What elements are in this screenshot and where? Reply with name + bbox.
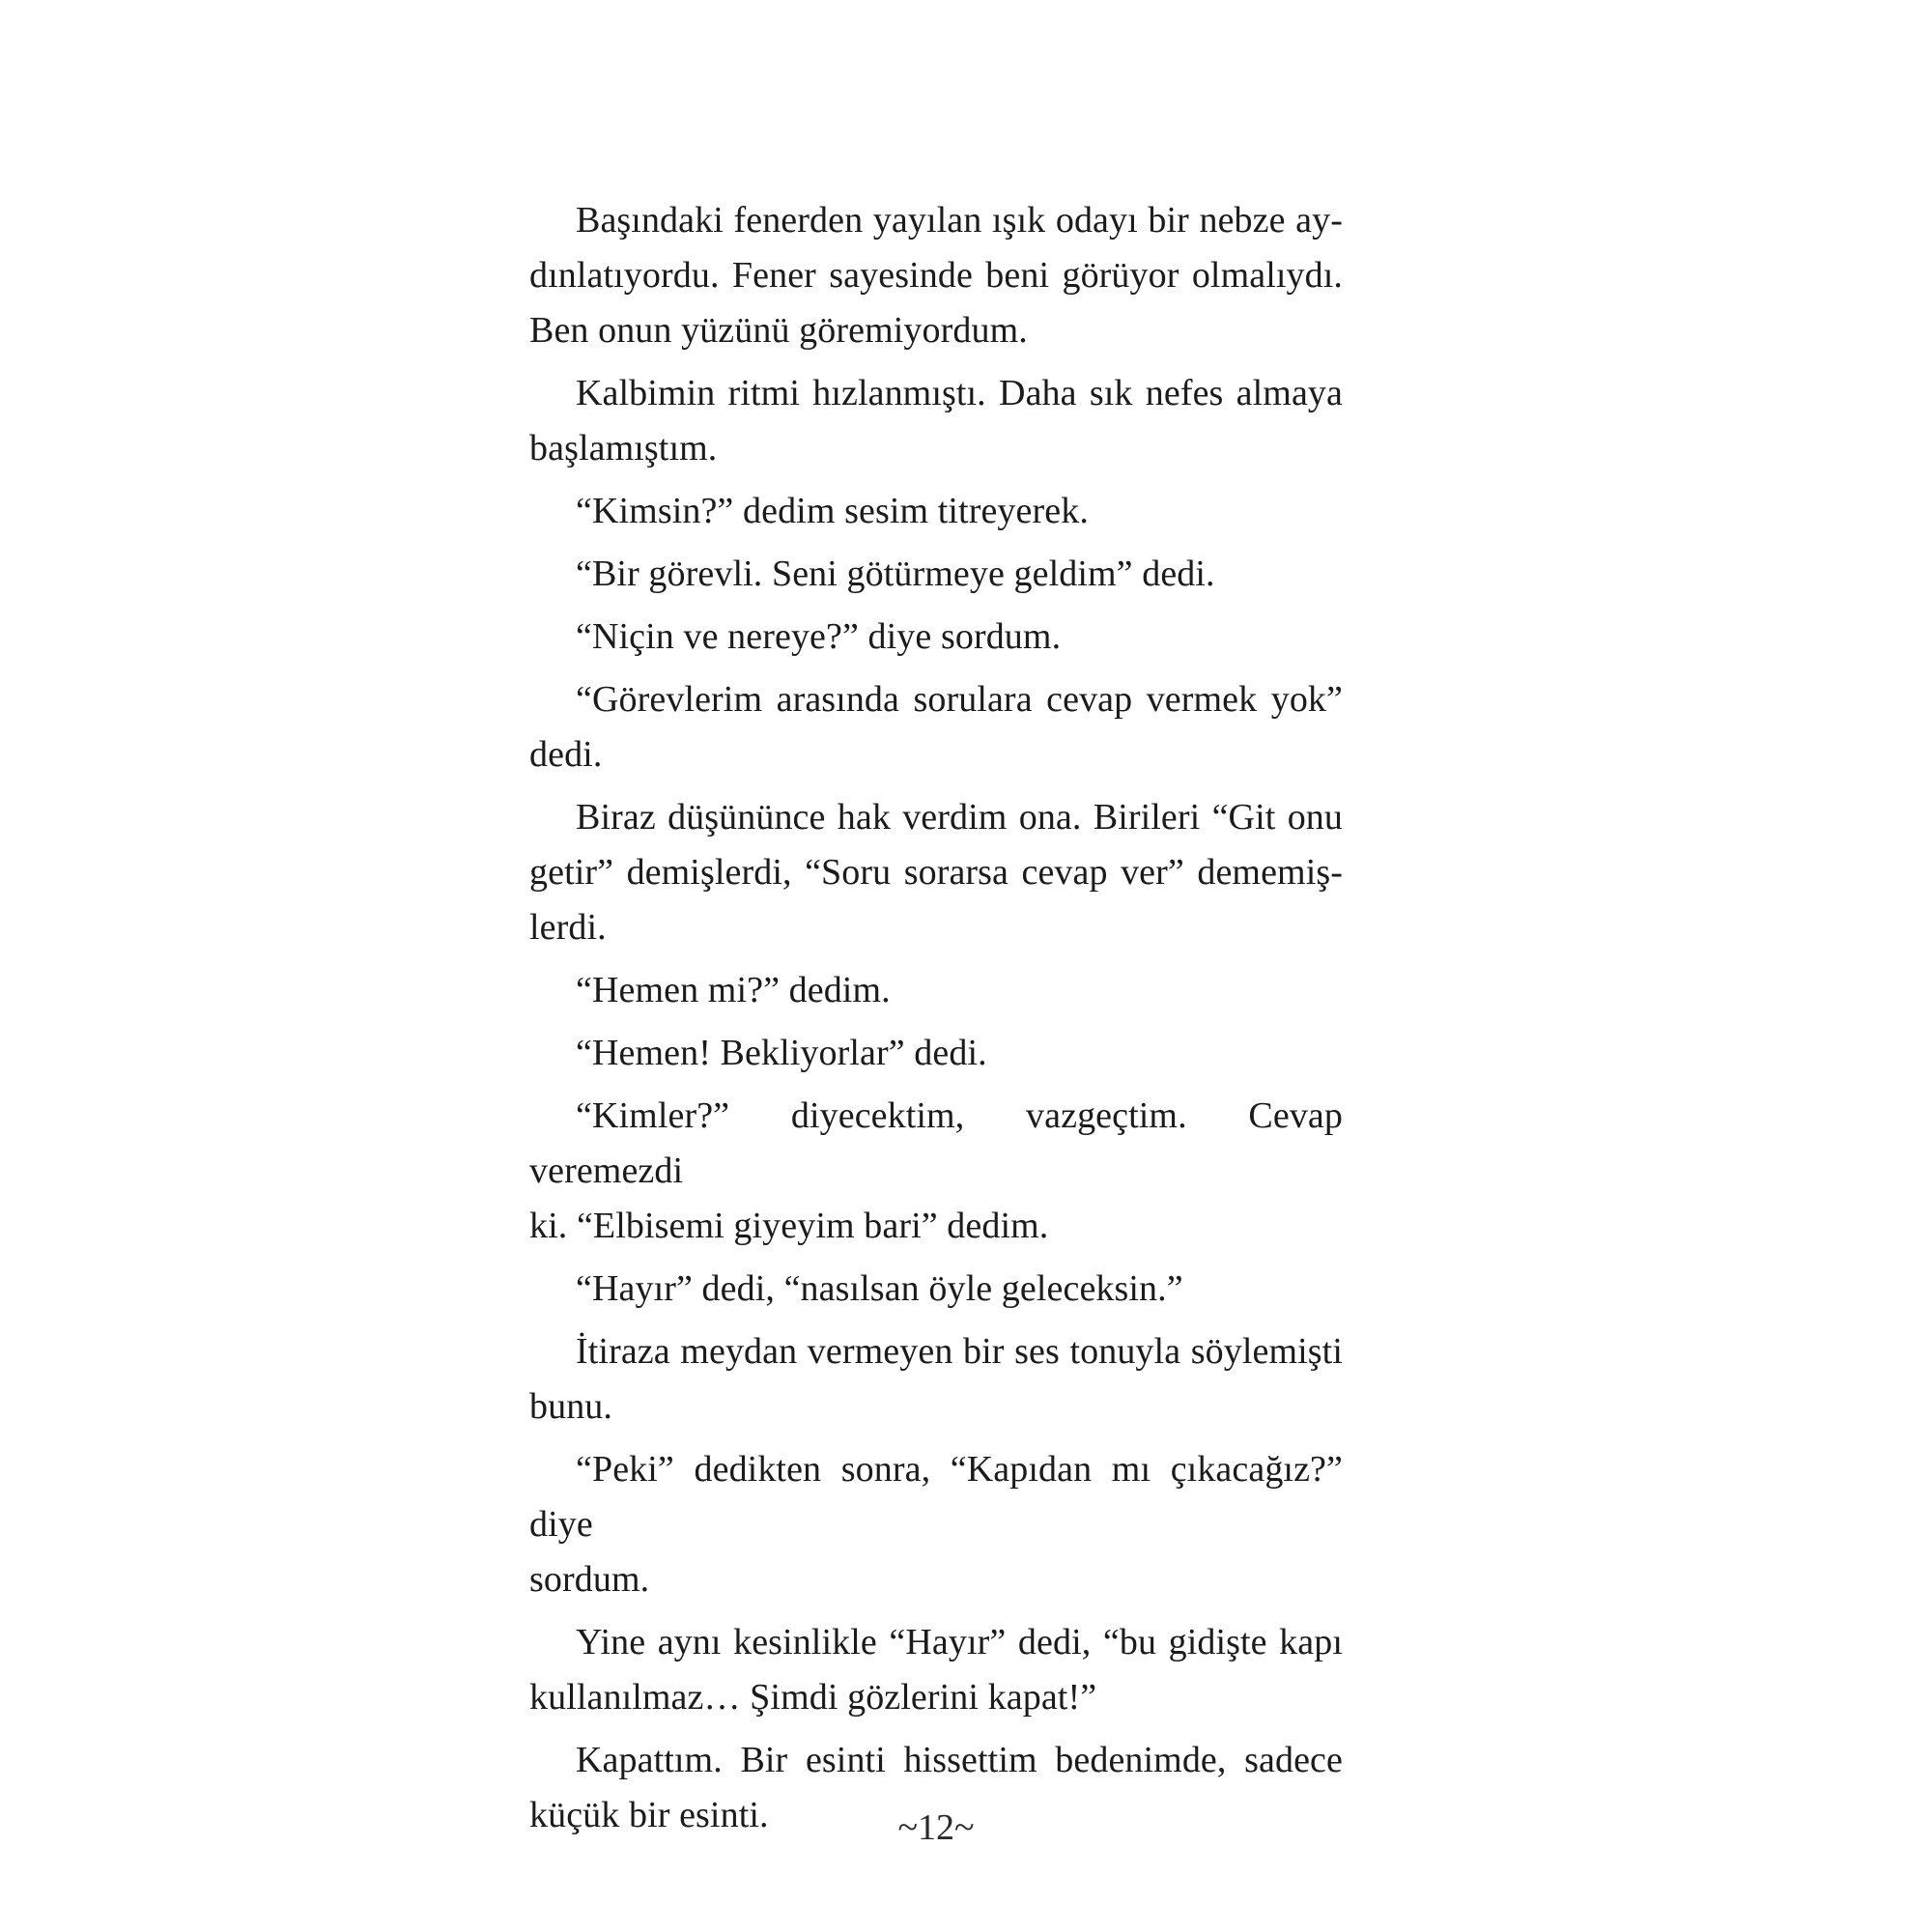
text-line: “Kimsin?” dedim sesim titreyerek. — [576, 491, 1089, 531]
text-line: Yine aynı kesinlikle “Hayır” dedi, “bu gidişte kapı — [576, 1622, 1343, 1662]
text-line: dedi. — [529, 734, 603, 775]
text-line: “Peki” dedikten sonra, “Kapıdan mı çıkacağız?” diye — [529, 1449, 1343, 1545]
text-line: “Hayır” dedi, “nasılsan öyle geleceksin.” — [576, 1268, 1183, 1309]
text-line: “Niçin ve nereye?” diye sordum. — [576, 616, 1062, 657]
paragraph — [529, 1026, 1343, 1081]
text-line: İtiraza meydan vermeyen bir ses tonuyla söylemişti — [576, 1331, 1343, 1372]
text-line: küçük bir esinti. — [529, 1795, 769, 1835]
text-line: kullanılmaz… Şimdi gözlerini kapat!” — [529, 1677, 1097, 1718]
text-line: “Kimler?” diyecektim, vazgeçtim. Cevap veremezdi — [529, 1095, 1343, 1191]
text-line: Kapattım. Bir esinti hissettim bedenimde, sadece — [576, 1740, 1343, 1780]
text-line: “Hemen! Bekliyorlar” dedi. — [576, 1033, 987, 1073]
paragraph — [529, 484, 1343, 539]
text-line: bunu. — [529, 1386, 612, 1427]
paragraph — [529, 193, 1343, 358]
text-line: Başındaki fenerden yayılan ışık odayı bir nebze ay- — [576, 200, 1343, 241]
paragraph — [529, 963, 1343, 1018]
text-block — [529, 193, 1343, 1851]
text-line: sordum. — [529, 1559, 650, 1600]
text-line: lerdi. — [529, 907, 607, 948]
text-line: ki. “Elbisemi giyeyim bari” dedim. — [529, 1206, 1049, 1246]
paragraph — [529, 790, 1343, 955]
text-line: başlamıştım. — [529, 428, 718, 469]
paragraph — [529, 1262, 1343, 1317]
paragraph — [529, 610, 1343, 665]
text-line: Ben onun yüzünü göremiyordum. — [529, 310, 1028, 351]
page-number: ~12~ — [897, 1807, 975, 1848]
text-line: dınlatıyordu. Fener sayesinde beni görüyor olmalıydı. — [529, 255, 1343, 296]
text-line: “Bir görevli. Seni götürmeye geldim” dedi. — [576, 554, 1215, 594]
text-line: “Görevlerim arasında sorulara cevap vermek yok” — [576, 679, 1343, 720]
paragraph — [529, 366, 1343, 476]
paragraph — [529, 672, 1343, 782]
text-line: getir” demişlerdi, “Soru sorarsa cevap ver” dememiş- — [529, 852, 1343, 893]
paragraph — [529, 1442, 1343, 1607]
paragraph — [529, 547, 1343, 602]
text-line: “Hemen mi?” dedim. — [576, 970, 891, 1010]
text-line: Kalbimin ritmi hızlanmıştı. Daha sık nefes almaya — [576, 373, 1343, 413]
paragraph — [529, 1615, 1343, 1725]
text-line: Biraz düşününce hak verdim ona. Birileri “Git onu — [576, 797, 1343, 838]
paragraph — [529, 1089, 1343, 1254]
paragraph — [529, 1324, 1343, 1435]
